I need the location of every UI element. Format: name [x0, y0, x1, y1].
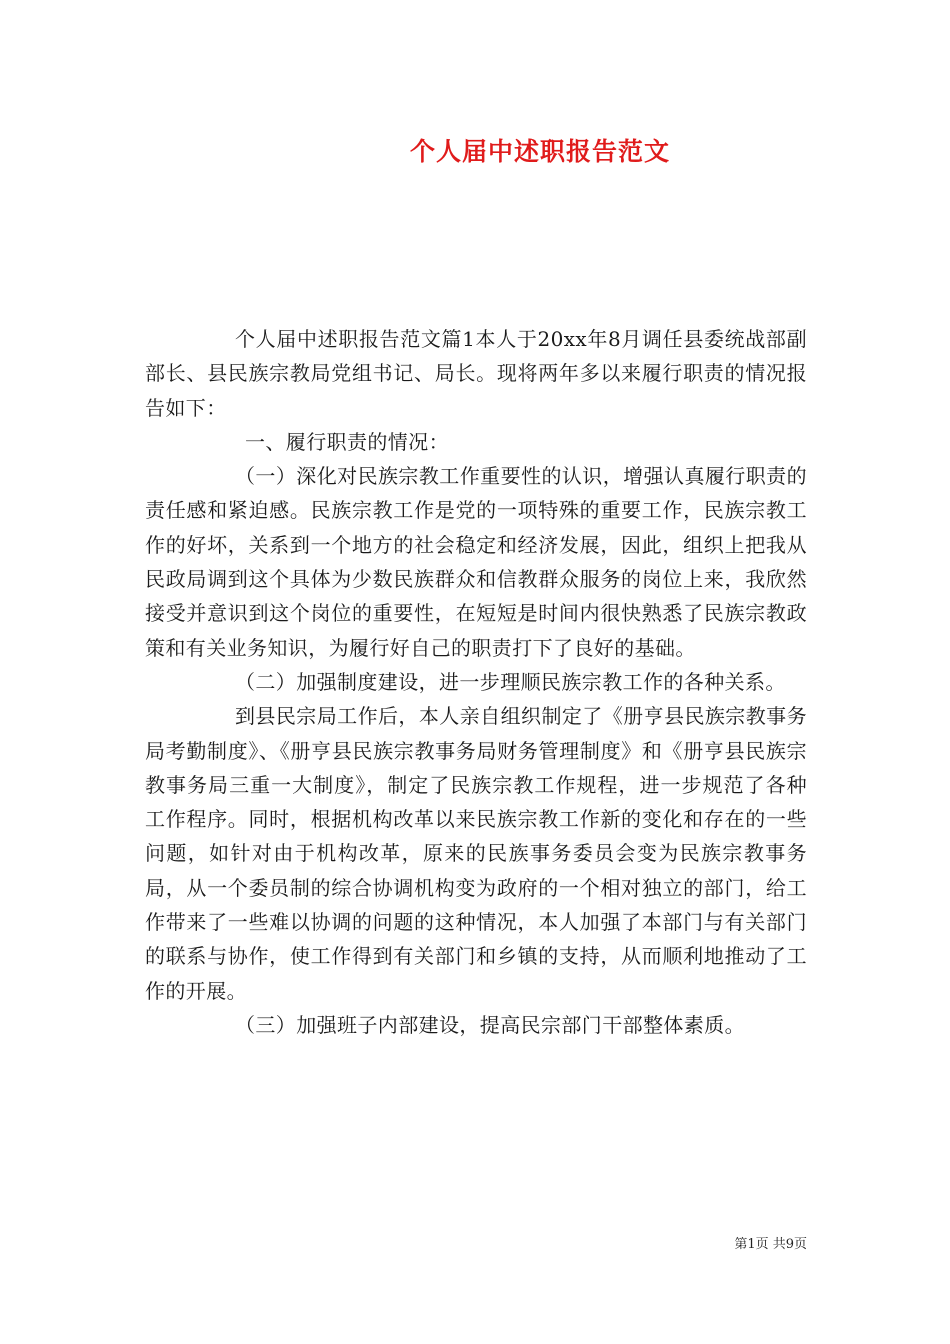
body-paragraph-2: 到县民宗局工作后，本人亲自组织制定了《册亨县民族宗教事务局考勤制度》、《册亨县民族宗教事务局财务管理制度》和《册亨县民族宗教事务局三重一大制度》，制定了民族宗教工作规程，进一步规范了各种工作程序。同时，根据机构改革以来民族宗教工作新的变化和存在的一些问题，如针对由于机构改革，原来的民族事务委员会变为民族宗教事务局，从一个委员制的综合协调机构变为政府的一个相对独立的部门，给工作带来了一些难以协调的问题的这种情况，本人加强了本部门与有关部门的联系与协作，使工作得到有关部门和乡镇的支持，从而顺利地推动了工作的开展。: [145, 704, 807, 1003]
subsection-heading-2: （二）加强制度建设，进一步理顺民族宗教工作的各种关系。: [235, 669, 786, 694]
intro-paragraph: 个人届中述职报告范文篇1本人于20xx年8月调任县委统战部副部长、县民族宗教局党组书记、局长。现将两年多以来履行职责的情况报告如下：: [145, 327, 807, 420]
subsection-paragraph-1: （一）深化对民族宗教工作重要性的认识，增强认真履行职责的责任感和紧迫感。民族宗教工作是党的一项特殊的重要工作，民族宗教工作的好坏，关系到一个地方的社会稳定和经济发展，因此，组织上把我从民政局调到这个具体为少数民族群众和信教群众服务的岗位上来，我欣然接受并意识到这个岗位的重要性，在短短是时间内很快熟悉了民族宗教政策和有关业务知识，为履行好自己的职责打下了良好的基础。: [145, 464, 807, 660]
document-body: [145, 322, 807, 1042]
section-heading-1: 一、履行职责的情况：: [245, 429, 449, 454]
subsection-heading-3: （三）加强班子内部建设，提高民宗部门干部整体素质。: [235, 1012, 745, 1037]
page-number-footer: 第1页 共9页: [734, 1237, 807, 1252]
document-title: 个人届中述职报告范文: [409, 137, 670, 166]
